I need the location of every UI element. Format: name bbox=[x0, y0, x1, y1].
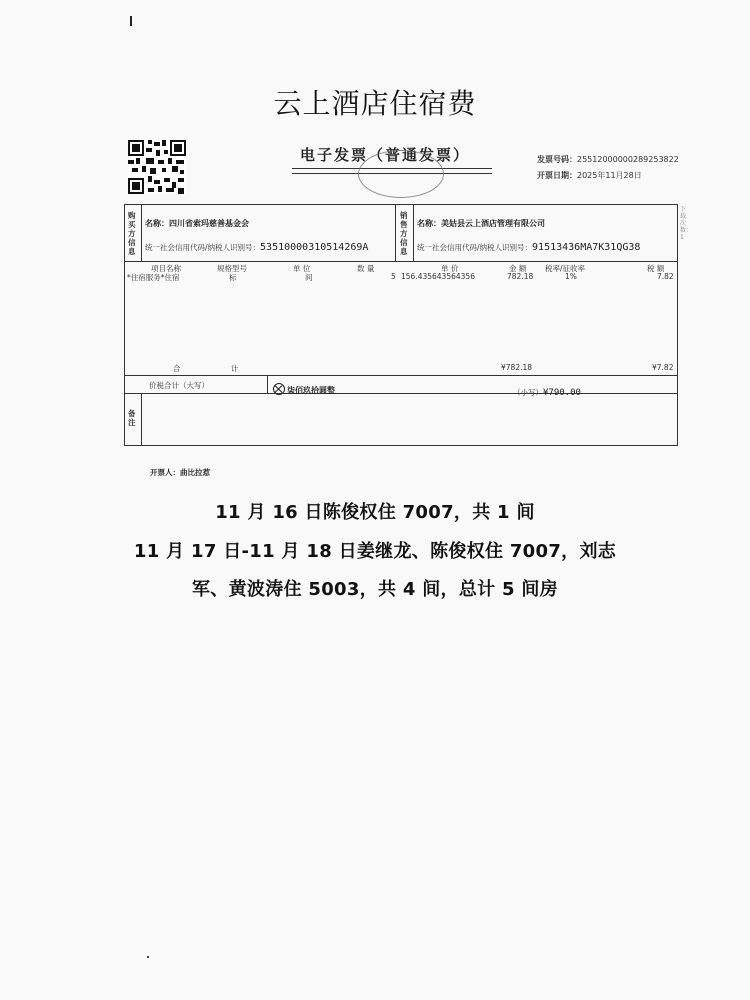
seller-section-label: 销售方信息 bbox=[400, 211, 408, 256]
issuer-label: 开票人： bbox=[150, 468, 180, 477]
col-header-unit: 单 位 bbox=[293, 264, 311, 273]
buyer-name: 四川省索玛慈善基金会 bbox=[169, 219, 249, 228]
item-unit: 间 bbox=[305, 273, 313, 282]
grand-total-label: 价税合计（大写） bbox=[149, 381, 209, 390]
buyer-name-row bbox=[145, 211, 249, 230]
grand-total: ¥790.00 bbox=[543, 388, 581, 398]
col-header-amount: 金 额 bbox=[509, 264, 527, 273]
item-tax: 7.82 bbox=[657, 272, 674, 281]
seller-name-label: 名称： bbox=[417, 219, 441, 228]
invoice-number: 25512000000289253822 bbox=[577, 155, 679, 164]
invoice-title: 电子发票（普通发票） bbox=[300, 146, 471, 164]
item-quantity: 5 bbox=[391, 272, 396, 281]
item-name: *住宿服务*住宿 bbox=[127, 273, 180, 282]
invoice-number-label: 发票号码： bbox=[537, 155, 577, 164]
total-label: 合 计 bbox=[173, 364, 263, 373]
col-header-tax: 税 额 bbox=[647, 264, 665, 273]
invoice-date-label: 开票日期： bbox=[537, 171, 577, 180]
invoice-date-row bbox=[537, 170, 642, 181]
invoice-date: 2025年11月28日 bbox=[577, 171, 642, 180]
item-tax-rate: 1% bbox=[565, 272, 577, 281]
issuer-row bbox=[150, 460, 210, 479]
scan-dot bbox=[147, 956, 149, 958]
buyer-tax-row bbox=[145, 235, 368, 254]
buyer-name-label: 名称： bbox=[145, 219, 169, 228]
issuer-name: 曲比拉惹 bbox=[180, 468, 210, 477]
note-line-3: 军、黄波涛住 5003，共 4 间，总计 5 间房 bbox=[192, 579, 558, 600]
col-header-tax-rate: 税率/征收率 bbox=[545, 264, 586, 273]
col-header-item: 项目名称 bbox=[151, 264, 181, 273]
invoice-number-row bbox=[537, 154, 679, 165]
total-amount: ¥782.18 bbox=[501, 363, 533, 372]
download-count-note: 下载次数：1 bbox=[680, 206, 693, 241]
buyer-tax-id: 53510000310514269A bbox=[260, 242, 369, 253]
seller-name-row bbox=[417, 211, 545, 230]
buyer-section-label: 购买方信息 bbox=[128, 211, 136, 256]
seller-tax-id: 91513436MA7K31QG38 bbox=[532, 242, 641, 253]
grand-total-words-row bbox=[273, 378, 335, 397]
item-spec: 标 bbox=[229, 273, 237, 282]
grand-total-row bbox=[513, 380, 581, 399]
remarks-label: 备注 bbox=[128, 409, 136, 427]
item-unit-price: 156.435643564356 bbox=[401, 272, 475, 281]
note-line-1: 11 月 16 日陈俊权住 7007，共 1 间 bbox=[215, 502, 535, 523]
seller-tax-label: 统一社会信用代码/纳税人识别号： bbox=[417, 243, 533, 252]
grand-total-small-label: （小写） bbox=[513, 388, 543, 397]
grand-total-words: 柒佰玖拾圆整 bbox=[287, 386, 335, 395]
qr-code-icon bbox=[128, 140, 186, 194]
cross-circle-icon bbox=[273, 383, 285, 395]
col-header-spec: 规格型号 bbox=[217, 264, 247, 273]
page-title: 云上酒店住宿费 bbox=[273, 87, 477, 120]
col-header-qty: 数 量 bbox=[357, 264, 375, 273]
seller-name: 美姑县云上酒店管理有限公司 bbox=[441, 219, 545, 228]
scan-speck bbox=[130, 16, 132, 26]
buyer-tax-label: 统一社会信用代码/纳税人识别号： bbox=[145, 243, 261, 252]
col-header-price: 单 价 bbox=[441, 264, 459, 273]
total-tax: ¥7.82 bbox=[652, 363, 674, 372]
note-line-2: 11 月 17 日-11 月 18 日姜继龙、陈俊权住 7007，刘志 bbox=[133, 541, 617, 562]
item-amount: 782.18 bbox=[507, 272, 534, 281]
invoice-table bbox=[124, 204, 678, 446]
seller-tax-row bbox=[417, 235, 640, 254]
tax-seal-stamp bbox=[358, 150, 444, 198]
